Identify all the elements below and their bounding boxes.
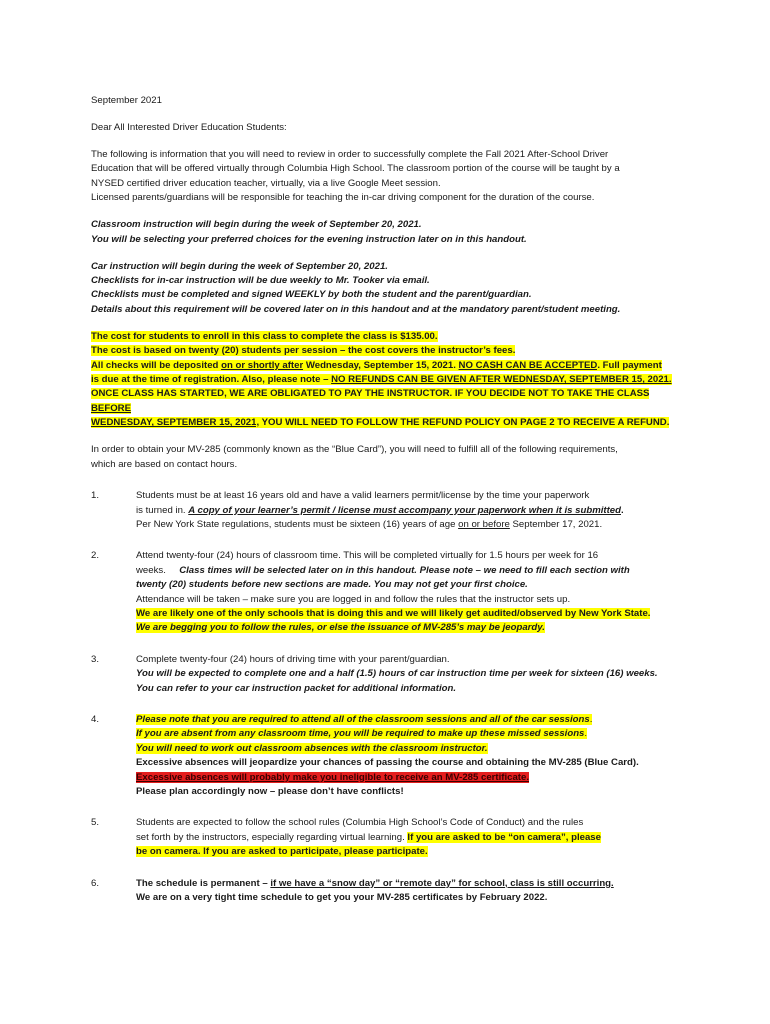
item-number: 5. [91, 817, 100, 829]
letter-greeting: Dear All Interested Driver Education Students: [91, 122, 287, 133]
requirement-item-3: 3. Complete twenty-four (24) hours of driving time with your parent/guardian. You will be expected to complete one and a half (1.5) hours of car instruction time per week for sixteen (16) weeks. You can refer to your car instruction packet for additional information. [91, 653, 658, 694]
requirement-item-4: 4. Please note that you are required to attend all of the classroom sessions and all of the car sessions. If you are absent from any classroom time, you will be required to make up these missed sessions. You will need to work out classroom absences with the classroom instructor. Excessive absences will jeopardize your chances of passing the course and obtaining the MV-285 (Blue Card). Excessive absences will probably make you ineligible to receive an MV-285 certificate. Please plan accordingly now – please don’t have conflicts! [91, 713, 639, 797]
letter-page [91, 94, 681, 922]
requirement-item-5: 5. Students are expected to follow the school rules (Columbia High School’s Code of Conduct) and the rules set forth by the instructors, especially regarding virtual learning. If you are asked to be “on camera”, please be on camera. If you are asked to participate, please participate. [91, 817, 601, 858]
item-number: 2. [91, 550, 100, 562]
item-number: 6. [91, 877, 100, 889]
mv285-paragraph: In order to obtain your MV-285 (commonly known as the “Blue Card”), you will need to fulfill all of the following requirements, which are based on contact hours. [91, 444, 618, 470]
intro-paragraph: The following is information that you will need to review in order to successfully complete the Fall 2021 After-School Driver Education that will be offered virtually through Columbia High School. The classroom portion of the course will be taught by a NYSED certified driver education teacher, virtually, via a live Google Meet session. Licensed parents/guardians will be responsible for teaching the in-car driving component for the duration of the course. [91, 149, 620, 204]
classroom-instruction-paragraph: Classroom instruction will begin during the week of September 20, 2021. You will be selecting your preferred choices for the evening instruction later on in this handout. [91, 219, 527, 245]
item-number: 3. [91, 653, 100, 665]
item-number: 4. [91, 713, 100, 725]
requirement-item-6: 6. The schedule is permanent – if we have a “snow day” or “remote day” for school, class is still occurring. We are on a very tight time schedule to get you your MV-285 certificates by February 2022. [91, 877, 614, 904]
requirement-item-2: 2. Attend twenty-four (24) hours of classroom time. This will be completed virtually for 1.5 hours per week for 16 weeks. Class times will be selected later on in this handout. Please note – we need to fill each section with twenty (20) students before new sections are made. You may not get your first choice. Attendance will be taken – make sure you are logged in and follow the rules that the instructor sets up. We are likely one of the only schools that is doing this and we will likely get audited/observed by New York State. We are begging you to follow the rules, or else the issuance of MV-285’s may be jeopardy. [91, 550, 651, 634]
letter-date: September 2021 [91, 95, 162, 106]
requirement-item-1: 1. Students must be at least 16 years old and have a valid learners permit/license by the time your paperwork is turned in. A copy of your learner’s permit / license must accompany your paperwork when it is submitted. Per New York State regulations, students must be sixteen (16) years of age on or before September 17, 2021. [91, 490, 624, 530]
cost-paragraph: The cost for students to enroll in this class to complete the class is $135.00. The cost is based on twenty (20) students per session – the cost covers the instructor’s fees. All checks will be deposited on or shortly after Wednesday, September 15, 2021. NO CASH CAN BE ACCEPTED. Full payment is due at the time of registration. Also, please note – NO REFUNDS CAN BE GIVEN AFTER WEDNESDAY, SEPTEMBER 15, 2021. ONCE CLASS HAS STARTED, WE ARE OBLIGATED TO PAY THE INSTRUCTOR. IF YOU DECIDE NOT TO TAKE THE CLASS BEFORE WEDNESDAY, SEPTEMBER 15, 2021, YOU WILL NEED TO FOLLOW THE REFUND POLICY ON PAGE 2 TO RECEIVE A REFUND. [91, 330, 672, 429]
car-instruction-paragraph: Car instruction will begin during the week of September 20, 2021. Checklists for in-car instruction will be due weekly to Mr. Tooker via email. Checklists must be completed and signed WEEKLY by both the student and the parent/guardian. Details about this requirement will be covered later on in this handout and at the mandatory parent/student meeting. [91, 260, 621, 315]
item-number: 1. [91, 490, 100, 502]
